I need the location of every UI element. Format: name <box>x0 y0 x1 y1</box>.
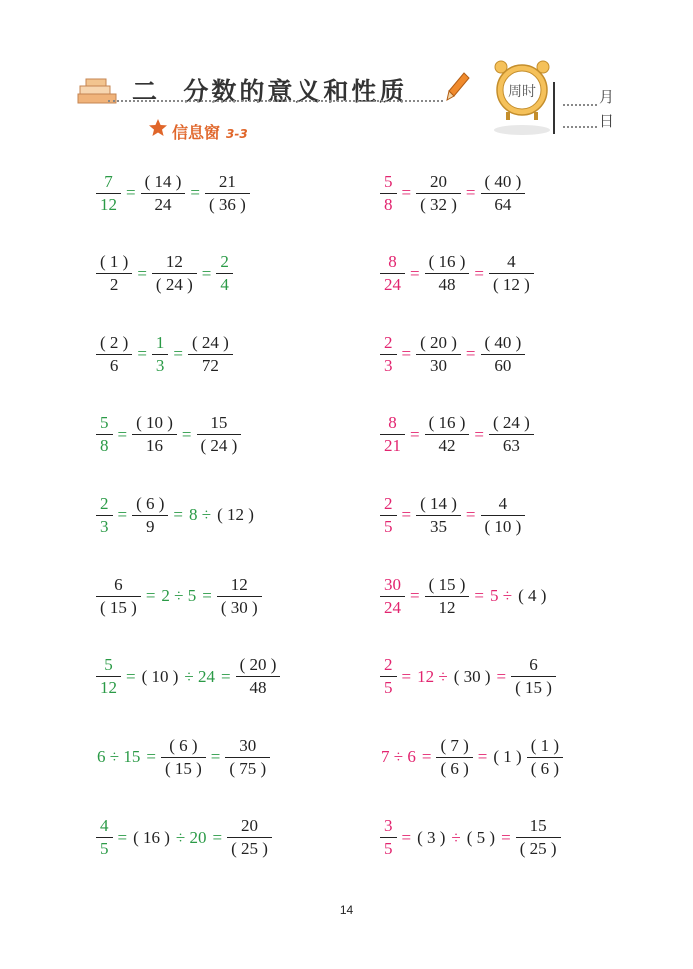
equals-sign: = <box>210 747 221 767</box>
denominator: 16 <box>146 436 163 456</box>
denominator: 24 <box>384 597 401 617</box>
equals-sign: = <box>146 747 156 767</box>
numerator: 21 <box>218 171 236 191</box>
denominator: 3 <box>384 355 393 375</box>
date-block <box>553 82 625 134</box>
numerator: 2 <box>220 252 229 272</box>
fraction <box>132 493 168 538</box>
equation-left-7 <box>94 647 282 707</box>
section-subtitle <box>172 120 248 143</box>
equals-sign: = <box>173 505 184 525</box>
fraction <box>511 654 556 699</box>
fraction <box>481 493 526 538</box>
numerator: ( 40 ) <box>484 332 522 352</box>
equals-sign: = <box>181 424 192 444</box>
numerator: ( 6 ) <box>136 493 165 513</box>
numerator: 6 <box>114 574 123 594</box>
equals-sign: = <box>410 424 420 444</box>
equals-sign: = <box>202 586 212 605</box>
denominator: ( 15 ) <box>164 758 202 778</box>
numerator: 2 <box>384 493 393 513</box>
fraction <box>132 412 177 457</box>
numerator: ( 1 ) <box>530 735 560 755</box>
numerator: 8 <box>388 252 397 272</box>
fraction <box>380 412 405 457</box>
numerator: ( 40 ) <box>484 171 522 191</box>
equals-sign: = <box>401 666 412 686</box>
denominator: 12 <box>100 678 117 698</box>
fraction <box>380 815 397 860</box>
day-blank <box>563 126 597 128</box>
denominator: 30 <box>430 355 447 375</box>
fraction <box>141 171 186 216</box>
fraction <box>96 815 113 860</box>
numerator: 30 <box>239 735 257 755</box>
denominator: 42 <box>438 436 456 456</box>
numerator: 6 <box>529 655 538 675</box>
equation-right-2 <box>378 244 536 304</box>
fraction <box>227 815 272 860</box>
numerator: ( 2 ) <box>100 332 129 352</box>
expression-text: ( 16 ) <box>133 827 170 847</box>
denominator: ( 12 ) <box>493 275 530 295</box>
fraction <box>197 412 242 457</box>
denominator: ( 30 ) <box>220 597 258 617</box>
denominator: ( 24 ) <box>155 275 193 295</box>
denominator: ( 24 ) <box>200 436 238 456</box>
expression-text: ( 10 ) <box>141 666 179 686</box>
fraction <box>380 574 405 619</box>
equals-sign: = <box>117 505 128 525</box>
equation-left-1 <box>94 163 252 223</box>
fraction <box>481 171 526 216</box>
subtitle-text: 信息窗 <box>172 123 221 142</box>
numerator: 15 <box>529 816 547 836</box>
equals-sign: = <box>410 586 420 605</box>
denominator: ( 25 ) <box>519 839 557 859</box>
numerator: 4 <box>498 493 508 513</box>
page-header <box>0 0 693 150</box>
fraction <box>205 171 250 216</box>
numerator: 15 <box>210 413 228 433</box>
equals-sign: = <box>117 424 128 444</box>
expression-text: ( 5 ) <box>466 827 496 847</box>
fraction <box>96 171 121 216</box>
numerator: 12 <box>165 252 183 272</box>
expression-text: ÷ <box>451 827 461 847</box>
fraction <box>416 171 461 216</box>
expression-text: 12 ÷ <box>417 666 448 686</box>
fraction <box>380 654 397 699</box>
numerator: 3 <box>384 816 393 836</box>
expression-text: ÷ 24 <box>184 666 216 686</box>
fraction <box>96 493 113 538</box>
fraction <box>380 493 397 538</box>
expression-text: 8 ÷ <box>189 505 212 525</box>
numerator: 5 <box>100 413 109 433</box>
equals-sign: = <box>465 344 476 364</box>
star-icon <box>148 118 168 138</box>
equals-sign: = <box>465 183 476 202</box>
denominator: 35 <box>430 516 447 536</box>
pencil-icon <box>446 72 470 102</box>
numerator: 12 <box>230 574 248 594</box>
fraction <box>96 412 113 457</box>
denominator: 4 <box>220 275 229 295</box>
numerator: 20 <box>430 171 447 191</box>
clock-label: 周时 <box>508 84 536 100</box>
page-title: 二 分数的意义和性质 <box>132 77 408 106</box>
numerator: 2 <box>384 332 393 352</box>
denominator: 9 <box>146 516 155 536</box>
denominator: ( 75 ) <box>229 758 267 778</box>
equation-right-6 <box>378 566 549 626</box>
numerator: 7 <box>104 171 113 191</box>
equals-sign: = <box>477 747 488 767</box>
equals-sign: = <box>474 263 485 283</box>
equation-right-1 <box>378 163 527 223</box>
expression-text: ( 3 ) <box>417 827 446 847</box>
equation-right-7 <box>378 647 558 707</box>
equation-right-8 <box>378 727 565 787</box>
denominator: 12 <box>438 597 456 617</box>
fraction <box>216 251 233 296</box>
equals-sign: = <box>137 263 147 283</box>
expression-text: ÷ 20 <box>175 827 207 847</box>
month-label: 月 <box>599 88 615 106</box>
numerator: ( 1 ) <box>100 252 129 272</box>
expression-text: ( 12 ) <box>217 505 254 525</box>
equals-sign: = <box>474 424 485 444</box>
denominator: 5 <box>384 678 393 698</box>
fraction <box>380 251 405 296</box>
denominator: ( 15 ) <box>100 597 137 617</box>
expression-text: 2 ÷ 5 <box>161 586 197 605</box>
fraction <box>436 735 472 780</box>
equals-sign: = <box>401 344 412 364</box>
equals-sign: = <box>201 263 212 283</box>
numerator: 2 <box>100 493 109 513</box>
fraction <box>425 251 470 296</box>
denominator: ( 6 ) <box>530 758 560 778</box>
numerator: ( 10 ) <box>136 413 173 433</box>
equals-sign: = <box>145 586 156 605</box>
equals-sign: = <box>221 666 231 686</box>
expression-text: ( 1 ) <box>493 747 522 767</box>
denominator: 5 <box>100 839 109 859</box>
expression-text: ( 4 ) <box>518 586 547 605</box>
expression-text: 6 ÷ 15 <box>97 747 141 767</box>
equals-sign: = <box>117 827 128 847</box>
fraction <box>416 493 461 538</box>
denominator: ( 10 ) <box>484 516 522 536</box>
denominator: 5 <box>384 516 393 536</box>
denominator: 64 <box>494 194 512 214</box>
equation-right-9 <box>378 808 563 868</box>
equation-left-8 <box>94 727 272 787</box>
denominator: 8 <box>384 194 393 214</box>
equals-sign: = <box>401 827 412 847</box>
fraction <box>516 815 561 860</box>
numerator: 2 <box>384 655 393 675</box>
fraction <box>96 332 132 377</box>
fraction <box>188 332 233 377</box>
equals-sign: = <box>126 183 136 202</box>
denominator: 6 <box>109 355 119 375</box>
equation-left-9 <box>94 808 274 868</box>
equals-sign: = <box>501 827 511 847</box>
numerator: 4 <box>100 816 109 836</box>
fraction <box>225 735 270 780</box>
denominator: ( 6 ) <box>440 758 469 778</box>
denominator: 3 <box>100 516 109 536</box>
numerator: ( 24 ) <box>192 332 229 352</box>
denominator: 21 <box>384 436 401 456</box>
fraction <box>489 412 534 457</box>
fraction <box>96 574 141 619</box>
numerator: ( 14 ) <box>420 493 457 513</box>
equation-left-2 <box>94 244 235 304</box>
equals-sign: = <box>190 183 201 202</box>
fraction <box>217 574 262 619</box>
denominator: ( 25 ) <box>231 839 268 859</box>
equals-sign: = <box>410 263 420 283</box>
numerator: ( 15 ) <box>428 574 466 594</box>
numerator: 5 <box>104 655 113 675</box>
denominator: 24 <box>384 275 401 295</box>
equals-sign: = <box>126 666 136 686</box>
equals-sign: = <box>401 183 412 202</box>
numerator: 30 <box>384 574 401 594</box>
fraction <box>152 332 169 377</box>
fraction <box>527 735 563 780</box>
equals-sign: = <box>496 666 507 686</box>
day-label: 日 <box>599 112 615 130</box>
fraction <box>380 332 397 377</box>
fraction <box>96 654 121 699</box>
numerator: 5 <box>384 171 393 191</box>
denominator: 48 <box>249 678 267 698</box>
fraction <box>380 171 397 216</box>
subtitle-code: 3-3 <box>226 127 248 141</box>
equals-sign: = <box>173 344 184 364</box>
denominator: 63 <box>502 436 520 456</box>
equation-left-4 <box>94 405 243 465</box>
equals-sign: = <box>137 344 147 364</box>
month-blank <box>563 104 597 106</box>
denominator: ( 32 ) <box>420 194 457 214</box>
equals-sign: = <box>474 586 485 605</box>
denominator: 60 <box>494 355 512 375</box>
fraction <box>416 332 461 377</box>
equation-left-6 <box>94 566 264 626</box>
numerator: 1 <box>155 332 165 352</box>
numerator: ( 20 ) <box>420 332 457 352</box>
expression-text: 5 ÷ <box>490 586 513 605</box>
equation-left-3 <box>94 324 235 384</box>
equals-sign: = <box>401 505 412 525</box>
denominator: 12 <box>100 194 117 214</box>
numerator: ( 6 ) <box>169 735 198 755</box>
fraction <box>236 654 281 699</box>
numerator: ( 14 ) <box>144 171 182 191</box>
denominator: 5 <box>384 839 393 859</box>
equation-right-3 <box>378 324 527 384</box>
denominator: 3 <box>155 355 165 375</box>
numerator: ( 20 ) <box>239 655 277 675</box>
denominator: 24 <box>154 194 172 214</box>
fraction <box>481 332 526 377</box>
numerator: 20 <box>241 816 259 836</box>
numerator: ( 7 ) <box>440 735 469 755</box>
fraction <box>425 574 470 619</box>
title-underline <box>108 100 443 102</box>
numerator: ( 16 ) <box>428 413 466 433</box>
denominator: 2 <box>109 275 119 295</box>
numerator: ( 24 ) <box>493 413 530 433</box>
fraction <box>96 251 132 296</box>
numerator: 8 <box>388 413 397 433</box>
denominator: 8 <box>100 436 109 456</box>
denominator: 72 <box>201 355 219 375</box>
equals-sign: = <box>421 747 432 767</box>
expression-text: ( 30 ) <box>453 666 491 686</box>
denominator: ( 15 ) <box>515 678 552 698</box>
fraction <box>152 251 197 296</box>
equation-left-5 <box>94 485 257 545</box>
expression-text: 7 ÷ 6 <box>381 747 416 767</box>
fraction <box>489 251 534 296</box>
equals-sign: = <box>212 827 223 847</box>
page-number: 14 <box>339 903 354 917</box>
equation-right-4 <box>378 405 536 465</box>
equation-right-5 <box>378 485 527 545</box>
equals-sign: = <box>465 505 476 525</box>
fraction <box>161 735 206 780</box>
fraction <box>425 412 470 457</box>
numerator: 4 <box>507 252 516 272</box>
alarm-clock-icon <box>492 58 552 138</box>
denominator: 48 <box>438 275 456 295</box>
denominator: ( 36 ) <box>209 194 246 214</box>
numerator: ( 16 ) <box>428 252 466 272</box>
